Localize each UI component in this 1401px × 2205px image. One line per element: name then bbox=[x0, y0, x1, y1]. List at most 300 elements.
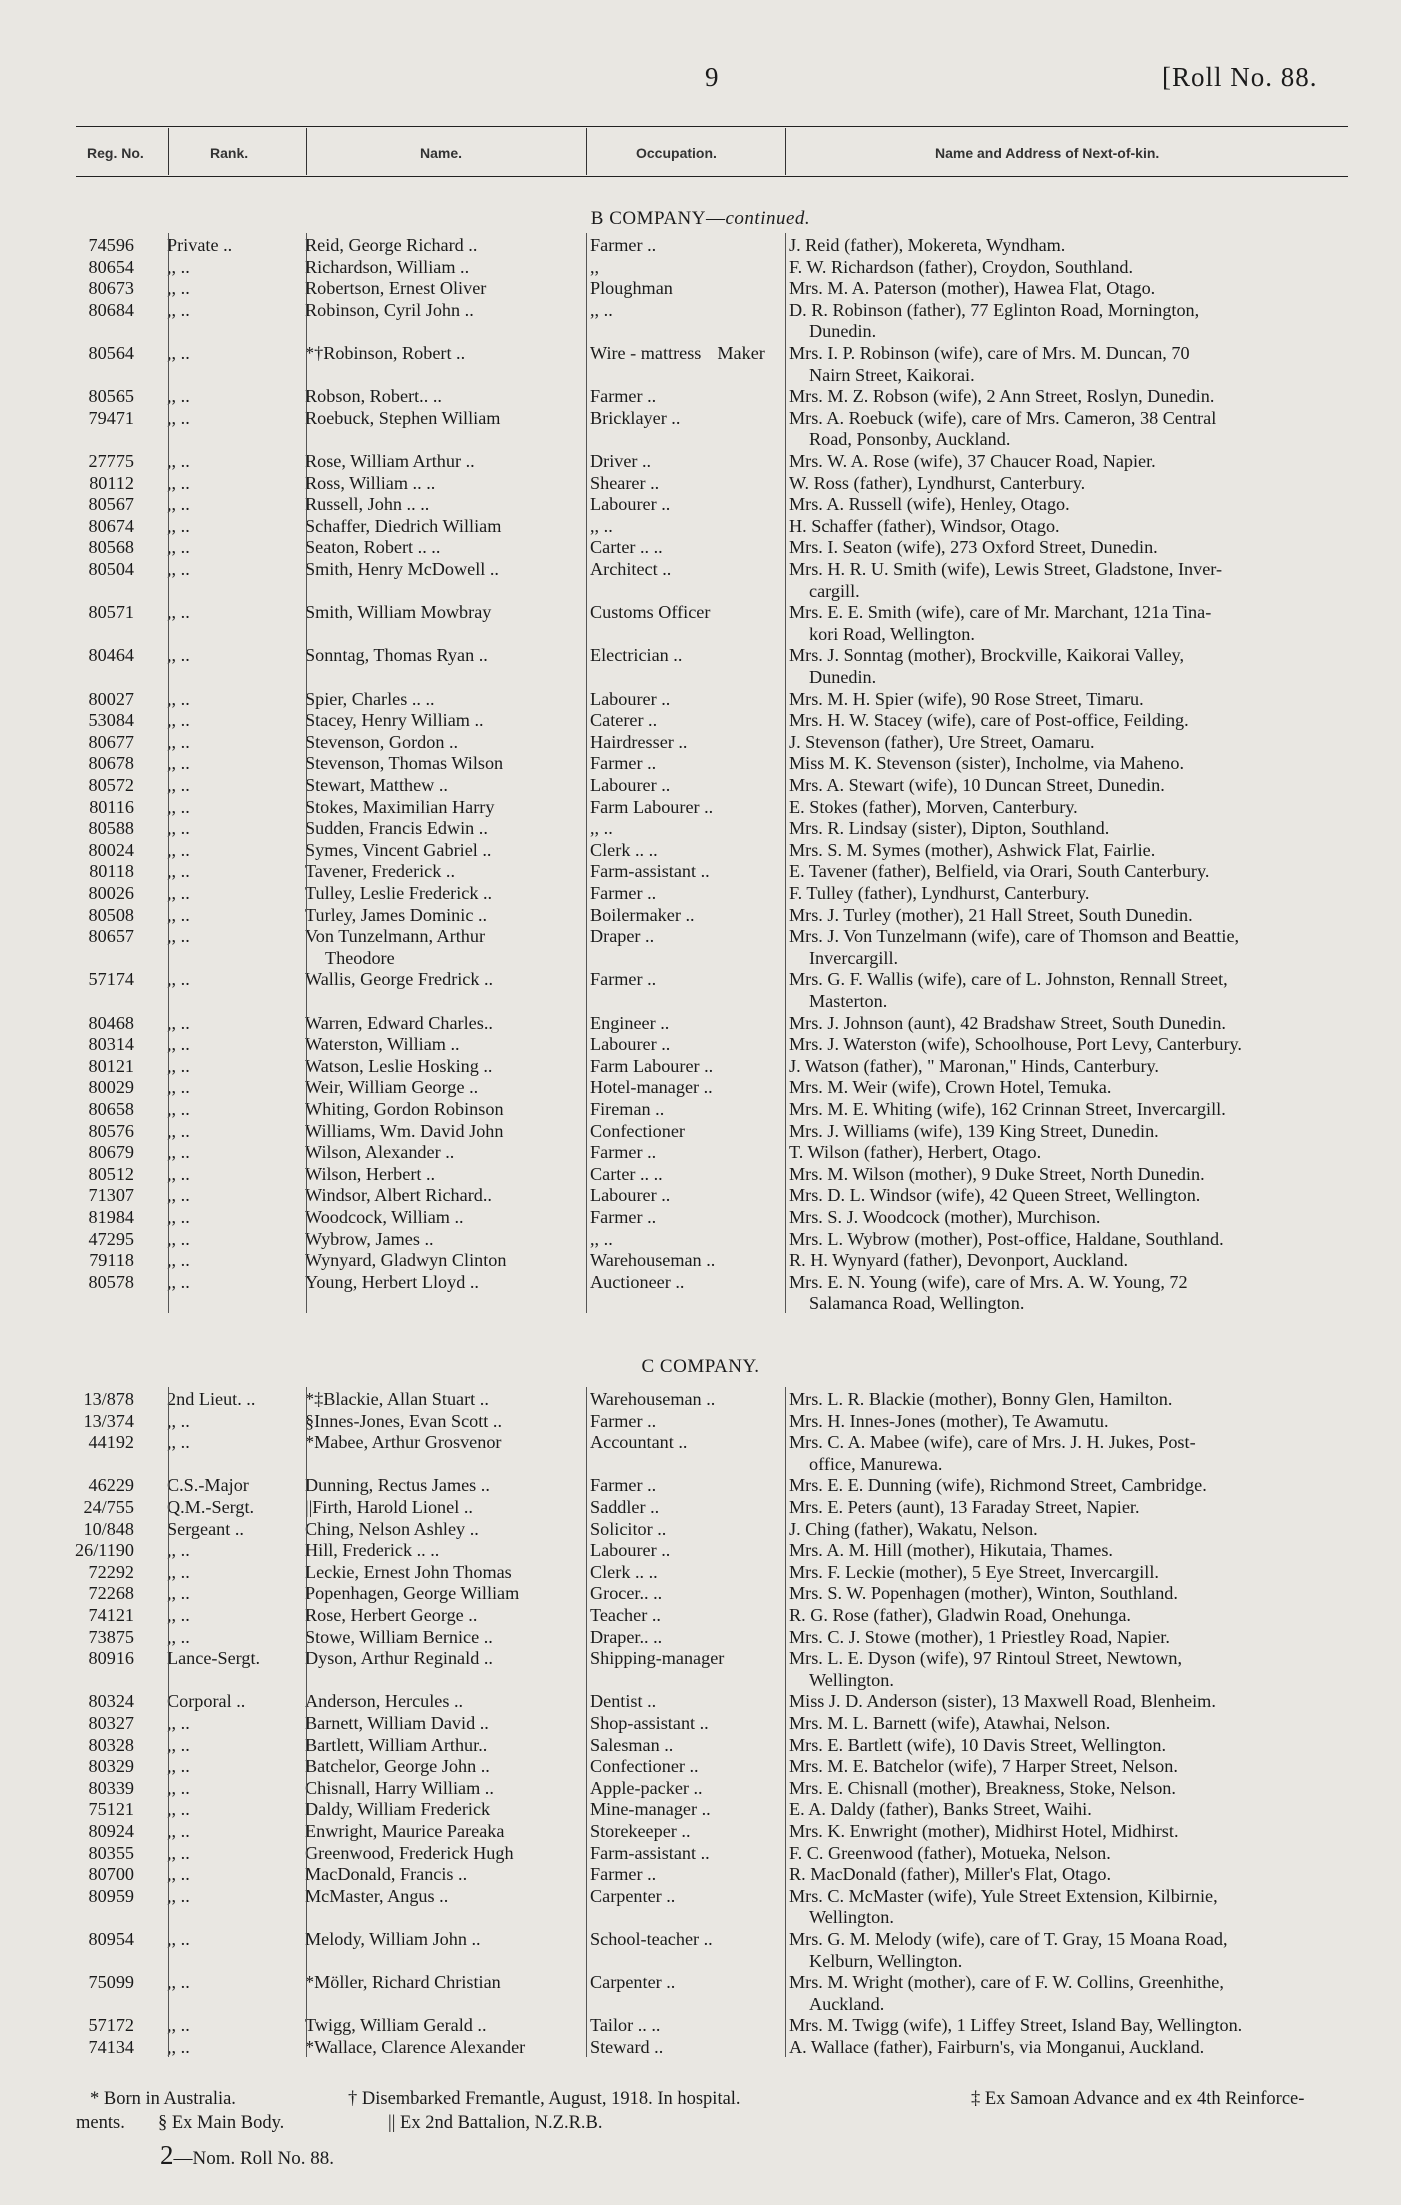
soldier-name-line: Leckie, Ernest John Thomas bbox=[305, 1561, 512, 1582]
occupation-line: Farm Labourer .. bbox=[590, 1055, 714, 1076]
reg-number-line: 79118 bbox=[89, 1250, 134, 1271]
soldier-name-line: Windsor, Albert Richard.. bbox=[305, 1185, 492, 1206]
next-of-kin-continuation: Nairn Street, Kaikorai. bbox=[809, 364, 975, 385]
soldier-name bbox=[305, 1605, 477, 1627]
occupation bbox=[590, 1250, 715, 1272]
rank-line: ,, .. bbox=[167, 1734, 190, 1755]
soldier-name bbox=[305, 1562, 512, 1584]
next-of-kin bbox=[789, 1691, 1359, 1713]
soldier-name bbox=[305, 1713, 489, 1735]
rank-line: ,, .. bbox=[167, 407, 190, 428]
reg-number-line: 80588 bbox=[88, 818, 134, 839]
occupation-line: Steward .. bbox=[590, 2037, 664, 2057]
header-divider bbox=[306, 128, 307, 175]
soldier-name bbox=[305, 1229, 434, 1251]
rank-line: ,, .. bbox=[167, 1864, 190, 1885]
soldier-name bbox=[305, 1799, 490, 1821]
rank bbox=[167, 1272, 190, 1294]
soldier-name bbox=[305, 1843, 514, 1865]
next-of-kin-continuation: Invercargill. bbox=[809, 947, 899, 968]
rank-line: ,, .. bbox=[167, 645, 190, 666]
soldier-name bbox=[305, 1648, 493, 1670]
occupation-line: Farmer .. bbox=[590, 883, 657, 903]
occupation bbox=[590, 1778, 703, 1800]
rank bbox=[167, 1142, 190, 1164]
occupation-line: Auctioneer .. bbox=[590, 1271, 685, 1292]
occupation bbox=[590, 1034, 670, 1056]
soldier-name-line: Barnett, William David .. bbox=[305, 1713, 489, 1733]
occupation-line: Confectioner bbox=[590, 1120, 685, 1141]
occupation-line: Labourer .. bbox=[590, 1185, 671, 1206]
soldier-name-line: Melody, William John .. bbox=[305, 1929, 481, 1949]
rank-line: ,, .. bbox=[167, 515, 190, 536]
reg-number bbox=[24, 1540, 134, 1562]
reg-number bbox=[24, 1272, 134, 1294]
soldier-name bbox=[305, 1272, 479, 1294]
rank bbox=[167, 257, 190, 279]
next-of-kin-continuation: Kelburn, Wellington. bbox=[809, 1950, 963, 1971]
reg-number-line: 80314 bbox=[88, 1034, 134, 1055]
next-of-kin-line: Mrs. I. Seaton (wife), 273 Oxford Street, Dunedin. bbox=[789, 537, 1158, 558]
rank bbox=[167, 840, 190, 862]
sheet-number: 2 bbox=[160, 2140, 174, 2170]
occupation bbox=[590, 408, 680, 430]
footnote-samoan-cont: ments. bbox=[76, 2113, 125, 2133]
reg-number bbox=[24, 408, 134, 430]
soldier-name bbox=[305, 1497, 473, 1519]
occupation-line: Farm-assistant .. bbox=[590, 1842, 710, 1863]
occupation bbox=[590, 775, 670, 797]
rank bbox=[167, 710, 190, 732]
occupation-line: Electrician .. bbox=[590, 645, 683, 666]
occupation-line: Farmer .. bbox=[590, 1475, 657, 1496]
reg-number bbox=[24, 926, 134, 948]
soldier-name bbox=[305, 1164, 435, 1186]
soldier-name-line: Stowe, William Bernice .. bbox=[305, 1626, 493, 1647]
occupation-line: Bricklayer .. bbox=[590, 407, 681, 428]
next-of-kin-line: A. Wallace (father), Fairburn's, via Monganui, Auckland. bbox=[789, 2037, 1205, 2057]
next-of-kin bbox=[789, 1778, 1359, 1800]
next-of-kin-line: Mrs. M. L. Barnett (wife), Atawhai, Nelson. bbox=[789, 1713, 1111, 1733]
next-of-kin-line: T. Wilson (father), Herbert, Otago. bbox=[789, 1142, 1042, 1163]
soldier-name bbox=[305, 1778, 494, 1800]
footnote-born-australia: * Born in Australia. bbox=[90, 2089, 236, 2109]
rank bbox=[167, 775, 190, 797]
occupation bbox=[590, 1713, 709, 1735]
occupation-line: Wire - mattress bbox=[590, 343, 702, 363]
reg-number-line: 72292 bbox=[88, 1561, 134, 1582]
reg-number bbox=[24, 1864, 134, 1886]
next-of-kin bbox=[789, 1756, 1359, 1778]
reg-number bbox=[24, 1886, 134, 1908]
soldier-name bbox=[305, 1756, 490, 1778]
rank-line: ,, .. bbox=[167, 343, 190, 363]
rank-line: ,, .. bbox=[167, 1185, 190, 1206]
soldier-name-line: Daldy, William Frederick bbox=[305, 1799, 491, 1820]
reg-number-line: 80026 bbox=[88, 883, 134, 903]
reg-number bbox=[24, 1778, 134, 1800]
reg-number-line: 80657 bbox=[88, 926, 134, 947]
occupation-line: Ploughman bbox=[590, 278, 673, 299]
occupation-line: Labourer .. bbox=[590, 494, 671, 515]
next-of-kin-line: Mrs. J. Sonntag (mother), Brockville, Kaikorai Valley, bbox=[789, 645, 1184, 666]
occupation-line: Labourer .. bbox=[590, 1034, 671, 1055]
reg-number-line: 80679 bbox=[88, 1142, 134, 1163]
soldier-name bbox=[305, 1207, 464, 1229]
reg-number-line: 80673 bbox=[88, 278, 134, 299]
rank bbox=[167, 300, 190, 322]
soldier-name-line: Spier, Charles .. .. bbox=[305, 688, 435, 709]
rank bbox=[167, 343, 190, 365]
occupation bbox=[590, 797, 713, 819]
next-of-kin-line: Mrs. A. Russell (wife), Henley, Otago. bbox=[789, 494, 1070, 515]
reg-number-line: 80504 bbox=[88, 559, 134, 579]
occupation-line: Teacher .. bbox=[590, 1605, 661, 1625]
soldier-name bbox=[305, 861, 455, 883]
soldier-name-line: MacDonald, Francis .. bbox=[305, 1864, 468, 1885]
occupation bbox=[590, 1164, 663, 1186]
next-of-kin-line: Mrs. J. Waterston (wife), Schoolhouse, Port Levy, Canterbury. bbox=[789, 1034, 1242, 1055]
soldier-name-line: Enwright, Maurice Pareaka bbox=[305, 1821, 505, 1841]
next-of-kin bbox=[789, 1735, 1359, 1757]
soldier-name bbox=[305, 1864, 467, 1886]
reg-number-line: 53084 bbox=[88, 710, 134, 731]
next-of-kin bbox=[789, 710, 1359, 732]
next-of-kin bbox=[789, 1272, 1359, 1315]
rank bbox=[167, 537, 190, 559]
rank-line: ,, .. bbox=[167, 1207, 190, 1227]
reg-number-line: 80027 bbox=[88, 688, 134, 709]
reg-number-line: 47295 bbox=[88, 1228, 134, 1249]
soldier-name-line: Whiting, Gordon Robinson bbox=[305, 1099, 504, 1119]
rank-line: ,, .. bbox=[167, 1077, 190, 1098]
soldier-name-line: Smith, William Mowbray bbox=[305, 602, 492, 623]
rank-line: Private .. bbox=[167, 235, 233, 255]
soldier-name bbox=[305, 494, 429, 516]
reg-number bbox=[24, 559, 134, 581]
occupation bbox=[590, 1013, 669, 1035]
occupation bbox=[590, 278, 673, 300]
next-of-kin-line: Mrs. L. E. Dyson (wife), 97 Rintoul Street, Newtown, bbox=[789, 1648, 1183, 1669]
occupation bbox=[590, 559, 671, 581]
next-of-kin-continuation: cargill. bbox=[809, 580, 860, 601]
rank bbox=[167, 1475, 249, 1497]
occupation bbox=[590, 1185, 670, 1207]
next-of-kin-line: J. Reid (father), Mokereta, Wyndham. bbox=[789, 235, 1066, 255]
reg-number bbox=[24, 645, 134, 667]
soldier-name bbox=[305, 883, 492, 905]
reg-number bbox=[24, 343, 134, 365]
soldier-name-line: Stewart, Matthew .. bbox=[305, 775, 448, 795]
occupation-line: Carter .. .. bbox=[590, 537, 663, 558]
reg-number bbox=[24, 1142, 134, 1164]
next-of-kin bbox=[789, 1250, 1359, 1272]
rank bbox=[167, 689, 190, 711]
rank bbox=[167, 926, 190, 948]
next-of-kin-continuation: Dunedin. bbox=[809, 321, 877, 342]
reg-number-line: 80468 bbox=[88, 1012, 134, 1033]
rank-line: ,, .. bbox=[167, 1163, 190, 1184]
next-of-kin-line: Mrs. E. E. Smith (wife), care of Mr. Marchant, 121a Tina- bbox=[789, 602, 1212, 623]
reg-number bbox=[24, 2037, 134, 2059]
soldier-name-line: Robertson, Ernest Oliver bbox=[305, 278, 487, 299]
next-of-kin bbox=[789, 1540, 1359, 1562]
reg-number-line: 80658 bbox=[88, 1099, 134, 1119]
soldier-name bbox=[305, 2015, 487, 2037]
soldier-name-line: *‡Blackie, Allan Stuart .. bbox=[305, 1389, 489, 1409]
occupation bbox=[590, 710, 657, 732]
next-of-kin bbox=[789, 343, 1359, 386]
soldier-name-line: Bartlett, William Arthur.. bbox=[305, 1734, 488, 1755]
occupation-line: Storekeeper .. bbox=[590, 1821, 691, 1841]
next-of-kin bbox=[789, 969, 1359, 1012]
soldier-name-line: *Wallace, Clarence Alexander bbox=[305, 2037, 526, 2057]
rank bbox=[167, 1164, 190, 1186]
reg-number bbox=[24, 1627, 134, 1649]
column-divider bbox=[306, 233, 307, 1313]
roll-title: [Roll No. 88. bbox=[1162, 62, 1318, 92]
reg-number bbox=[24, 883, 134, 905]
rank-line: ,, .. bbox=[167, 451, 190, 471]
rank bbox=[167, 1886, 190, 1908]
occupation-line: Confectioner .. bbox=[590, 1756, 699, 1777]
reg-number-line: 81984 bbox=[88, 1207, 134, 1227]
occupation bbox=[590, 1497, 659, 1519]
reg-number-line: 75121 bbox=[88, 1799, 134, 1820]
column-divider bbox=[586, 233, 587, 1313]
next-of-kin-line: Mrs. W. A. Rose (wife), 37 Chaucer Road, Napier. bbox=[789, 451, 1156, 471]
occupation-line: Farmer .. bbox=[590, 1207, 657, 1227]
occupation-line: Shop-assistant .. bbox=[590, 1713, 709, 1733]
soldier-name bbox=[305, 343, 465, 365]
reg-number bbox=[24, 257, 134, 279]
rank bbox=[167, 2037, 190, 2059]
next-of-kin bbox=[789, 1583, 1359, 1605]
soldier-name bbox=[305, 1077, 478, 1099]
rank-line: ,, .. bbox=[167, 753, 190, 774]
next-of-kin-line: Mrs. M. E. Batchelor (wife), 7 Harper Street, Nelson. bbox=[789, 1756, 1178, 1777]
next-of-kin-line: E. Tavener (father), Belfield, via Orari, South Canterbury. bbox=[789, 861, 1210, 882]
reg-number bbox=[24, 235, 134, 257]
occupation bbox=[590, 1605, 661, 1627]
next-of-kin bbox=[789, 905, 1359, 927]
soldier-name-line: Dunning, Rectus James .. bbox=[305, 1475, 490, 1496]
next-of-kin bbox=[789, 1207, 1359, 1229]
company-heading bbox=[0, 208, 1401, 230]
next-of-kin-line: R. MacDonald (father), Miller's Flat, Otago. bbox=[789, 1864, 1111, 1885]
reg-number bbox=[24, 1056, 134, 1078]
soldier-name-line: Stokes, Maximilian Harry bbox=[305, 796, 495, 817]
reg-number-line: 13/878 bbox=[83, 1389, 134, 1409]
next-of-kin bbox=[789, 1229, 1359, 1251]
soldier-name-line: Schaffer, Diedrich William bbox=[305, 515, 502, 536]
next-of-kin-continuation: Road, Ponsonby, Auckland. bbox=[809, 429, 1011, 450]
rank bbox=[167, 1562, 190, 1584]
soldier-name bbox=[305, 408, 500, 430]
soldier-name-line: Stevenson, Thomas Wilson bbox=[305, 753, 504, 774]
rank-line: ,, .. bbox=[167, 688, 190, 709]
column-divider bbox=[168, 1387, 169, 2057]
next-of-kin-line: Mrs. A. M. Hill (mother), Hikutaia, Thames. bbox=[789, 1540, 1113, 1561]
soldier-name-line: Wybrow, James .. bbox=[305, 1228, 434, 1249]
rank-line: ,, .. bbox=[167, 1228, 190, 1249]
rank-line: ,, .. bbox=[167, 1271, 190, 1292]
occupation-line: Farmer .. bbox=[590, 1864, 657, 1885]
occupation bbox=[590, 1648, 724, 1670]
soldier-name bbox=[305, 386, 442, 408]
rank bbox=[167, 1497, 254, 1519]
reg-number bbox=[24, 1691, 134, 1713]
reg-number bbox=[24, 861, 134, 883]
soldier-name bbox=[305, 278, 486, 300]
reg-number-line: 80512 bbox=[88, 1163, 134, 1184]
next-of-kin-line: R. H. Wynyard (father), Devonport, Auckland. bbox=[789, 1250, 1128, 1271]
rank-line: ,, .. bbox=[167, 969, 190, 990]
soldier-name bbox=[305, 1519, 479, 1541]
soldier-name bbox=[305, 753, 503, 775]
reg-number bbox=[24, 818, 134, 840]
rank-line: ,, .. bbox=[167, 839, 190, 860]
next-of-kin-line: Mrs. J. Williams (wife), 139 King Street, Dunedin. bbox=[789, 1120, 1159, 1141]
reg-number-line: 80678 bbox=[88, 753, 134, 774]
soldier-name bbox=[305, 645, 488, 667]
soldier-name-line: §Innes-Jones, Evan Scott .. bbox=[305, 1410, 502, 1431]
occupation-line: Dentist .. bbox=[590, 1691, 657, 1712]
reg-number-line: 75099 bbox=[88, 1972, 134, 1993]
reg-number bbox=[24, 1013, 134, 1035]
reg-number bbox=[24, 1185, 134, 1207]
company-heading-text: B COMPANY— bbox=[590, 208, 726, 229]
occupation bbox=[590, 1691, 656, 1713]
column-header-reg: Reg. No. bbox=[87, 145, 144, 161]
rank bbox=[167, 494, 190, 516]
next-of-kin bbox=[789, 1432, 1359, 1475]
soldier-name-line: Tulley, Leslie Frederick .. bbox=[305, 883, 493, 903]
rank-line: ,, .. bbox=[167, 1142, 190, 1163]
next-of-kin-line: Mrs. M. A. Paterson (mother), Hawea Flat, Otago. bbox=[789, 278, 1156, 299]
occupation bbox=[590, 1886, 675, 1908]
soldier-name-line: ||Firth, Harold Lionel .. bbox=[305, 1497, 473, 1517]
soldier-name bbox=[305, 473, 435, 495]
soldier-name bbox=[305, 689, 435, 711]
next-of-kin-line: E. A. Daldy (father), Banks Street, Waihi. bbox=[789, 1799, 1092, 1820]
occupation bbox=[590, 1475, 656, 1497]
occupation-line: Hotel-manager .. bbox=[590, 1077, 713, 1098]
next-of-kin-line: F. Tulley (father), Lyndhurst, Canterbury. bbox=[789, 883, 1090, 903]
soldier-name-line: Wynyard, Gladwyn Clinton bbox=[305, 1250, 507, 1271]
rank-line: ,, .. bbox=[167, 926, 190, 947]
rank bbox=[167, 1229, 190, 1251]
occupation-line: ,, .. bbox=[590, 515, 613, 536]
next-of-kin-line: Mrs. I. P. Robinson (wife), care of Mrs. M. Duncan, 70 bbox=[789, 343, 1190, 363]
rank bbox=[167, 645, 190, 667]
next-of-kin bbox=[789, 753, 1359, 775]
occupation-line: Carter .. .. bbox=[590, 1163, 663, 1184]
rank-line: ,, .. bbox=[167, 1540, 190, 1561]
rank-line: ,, .. bbox=[167, 883, 190, 903]
soldier-name bbox=[305, 1475, 490, 1497]
rank-line: ,, .. bbox=[167, 2015, 190, 2036]
reg-number bbox=[24, 1411, 134, 1433]
rank-line: ,, .. bbox=[167, 1583, 190, 1604]
rank bbox=[167, 559, 190, 581]
occupation-line: Saddler .. bbox=[590, 1497, 660, 1517]
soldier-name-line: Williams, Wm. David John bbox=[305, 1120, 504, 1141]
soldier-name bbox=[305, 559, 499, 581]
next-of-kin-line: Mrs. S. M. Symes (mother), Ashwick Flat, Fairlie. bbox=[789, 839, 1156, 860]
occupation-line: Solicitor .. bbox=[590, 1518, 667, 1539]
rank-line: ,, .. bbox=[167, 472, 190, 493]
reg-number-line: 46229 bbox=[88, 1475, 134, 1496]
reg-number bbox=[24, 1583, 134, 1605]
next-of-kin bbox=[789, 1843, 1359, 1865]
next-of-kin bbox=[789, 883, 1359, 905]
next-of-kin bbox=[789, 840, 1359, 862]
soldier-name bbox=[305, 1691, 463, 1713]
soldier-name-line: Roebuck, Stephen William bbox=[305, 407, 501, 428]
soldier-name-line: Reid, George Richard .. bbox=[305, 235, 478, 255]
next-of-kin bbox=[789, 257, 1359, 279]
rank-line: ,, .. bbox=[167, 1012, 190, 1033]
occupation-line: Farmer .. bbox=[590, 753, 657, 774]
rank-line: ,, .. bbox=[167, 1432, 190, 1453]
rank bbox=[167, 1411, 190, 1433]
reg-number-line: 80654 bbox=[88, 256, 134, 277]
rank-line: ,, .. bbox=[167, 710, 190, 731]
rank bbox=[167, 1972, 190, 1994]
occupation bbox=[590, 2015, 660, 2037]
soldier-name bbox=[305, 1821, 504, 1843]
rank bbox=[167, 732, 190, 754]
rank bbox=[167, 386, 190, 408]
footnote-disembarked: † Disembarked Fremantle, August, 1918. In hospital. bbox=[348, 2089, 741, 2109]
occupation-line: Labourer .. bbox=[590, 688, 671, 709]
occupation-line: School-teacher .. bbox=[590, 1929, 713, 1949]
soldier-name bbox=[305, 1735, 487, 1757]
occupation-line: Carpenter .. bbox=[590, 1885, 676, 1906]
soldier-name-line: Rose, William Arthur .. bbox=[305, 451, 475, 471]
reg-number bbox=[24, 494, 134, 516]
next-of-kin-line: E. Stokes (father), Morven, Canterbury. bbox=[789, 796, 1078, 817]
rank-line: ,, .. bbox=[167, 1756, 190, 1777]
occupation bbox=[590, 1562, 658, 1584]
occupation-continuation: Maker bbox=[717, 343, 765, 363]
rank-line: ,, .. bbox=[167, 1120, 190, 1141]
reg-number-line: 80029 bbox=[88, 1077, 134, 1098]
next-of-kin-line: Mrs. C. A. Mabee (wife), care of Mrs. J. H. Jukes, Post- bbox=[789, 1432, 1196, 1453]
occupation-line: Farmer .. bbox=[590, 386, 657, 407]
reg-number bbox=[24, 732, 134, 754]
reg-number-line: 74121 bbox=[88, 1605, 134, 1625]
rank bbox=[167, 473, 190, 495]
occupation bbox=[590, 1519, 666, 1541]
rank-line: Corporal .. bbox=[167, 1691, 246, 1712]
rank bbox=[167, 451, 190, 473]
next-of-kin bbox=[789, 1389, 1359, 1411]
soldier-name bbox=[305, 235, 477, 257]
reg-number-line: 80677 bbox=[88, 731, 134, 752]
occupation bbox=[590, 1142, 656, 1164]
occupation-line: Salesman .. bbox=[590, 1734, 674, 1755]
soldier-name-line: Watson, Leslie Hosking .. bbox=[305, 1055, 493, 1076]
occupation bbox=[590, 1821, 691, 1843]
rank bbox=[167, 408, 190, 430]
next-of-kin-line: Mrs. E. N. Young (wife), care of Mrs. A. W. Young, 72 bbox=[789, 1271, 1188, 1292]
next-of-kin-line: Mrs. H. R. U. Smith (wife), Lewis Street, Gladstone, Inver- bbox=[789, 559, 1223, 579]
reg-number-line: 80700 bbox=[88, 1864, 134, 1885]
soldier-name-line: Young, Herbert Lloyd .. bbox=[305, 1271, 479, 1292]
rank bbox=[167, 235, 232, 257]
